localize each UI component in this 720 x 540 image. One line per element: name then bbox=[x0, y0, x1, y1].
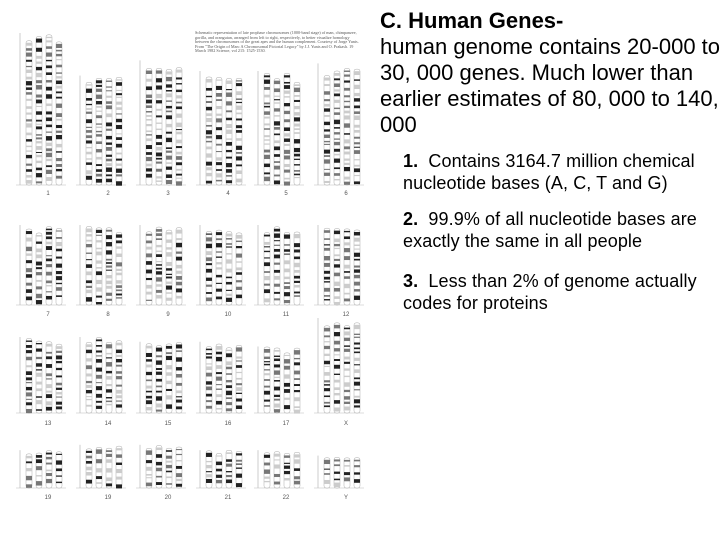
chromosome-group bbox=[76, 445, 126, 501]
chromosome bbox=[166, 344, 172, 413]
chromosome bbox=[26, 339, 32, 413]
chromosome bbox=[206, 231, 212, 305]
heading-title: C. Human Genes- bbox=[380, 8, 564, 33]
chromosome-group bbox=[314, 456, 364, 501]
list-item-3 bbox=[403, 270, 720, 314]
chromosome-label: 15 bbox=[164, 421, 172, 427]
chromosome-group bbox=[76, 337, 126, 427]
item-number: 1. bbox=[403, 151, 419, 171]
chromosome-label: 12 bbox=[342, 312, 350, 318]
item-text: 99.9% of all nucleotide bases are exactly the same in all people bbox=[403, 209, 697, 251]
item-number: 2. bbox=[403, 209, 419, 229]
chromosome-group bbox=[196, 342, 246, 427]
chromosome-group bbox=[76, 76, 126, 197]
heading-body: human genome contains 20-000 to 30, 000 genes. Much lower than earlier estimates of 80, 000 to 140, 000 bbox=[380, 34, 720, 137]
chromosome-group bbox=[76, 225, 126, 318]
slide-text bbox=[380, 8, 720, 314]
chromosome-group bbox=[16, 337, 66, 427]
list-item-1 bbox=[403, 150, 720, 194]
chromosome-label: 13 bbox=[44, 421, 52, 427]
chromosome-group bbox=[16, 33, 66, 197]
chromosome-group bbox=[136, 225, 186, 318]
chromosome-label: 17 bbox=[282, 421, 290, 427]
chromosome-group bbox=[254, 225, 304, 318]
chromosome-label: 5 bbox=[284, 191, 288, 197]
karyotype-figure bbox=[0, 0, 370, 520]
chromosome-group bbox=[314, 225, 364, 318]
heading bbox=[380, 8, 720, 138]
chromosome-group bbox=[196, 450, 246, 501]
list-item-2 bbox=[403, 208, 720, 252]
chromosome-group bbox=[254, 450, 304, 501]
chromosome-label: 10 bbox=[224, 312, 232, 318]
chromosome-label: X bbox=[343, 421, 349, 427]
chromosome-label: Y bbox=[343, 495, 349, 501]
chromosome-label: 14 bbox=[104, 421, 112, 427]
chromosome bbox=[156, 446, 162, 488]
chromosome-group bbox=[16, 225, 66, 318]
chromosome-label: 6 bbox=[344, 191, 348, 197]
chromosome bbox=[116, 446, 122, 488]
chromosome-group bbox=[136, 445, 186, 501]
chromosome-label: 8 bbox=[106, 312, 110, 318]
figure-caption: Schematic representation of late prophase chromosomes (1000-band stage) of man, chimpanzee, gorilla, and orangutan, arranged from left to right, respectively, to better visualize homology between the chromosomes of the great apes and the human complement. Courtesy of Jorge Yunis. From "The Origin of Man: A Chromosomal Pictorial Legacy" by J.J. Yunis and O. Prakash. 19 March 1982 Science, vol 215: 1525-1530. bbox=[195, 30, 359, 54]
chromosome-group bbox=[136, 60, 186, 197]
chromosome-label: 1 bbox=[46, 191, 50, 197]
item-number: 3. bbox=[403, 271, 419, 291]
chromosome-group bbox=[196, 225, 246, 318]
chromosome-label: 3 bbox=[166, 191, 170, 197]
chromosome-label: 21 bbox=[224, 495, 232, 501]
chromosome-label: 19 bbox=[44, 495, 52, 501]
chromosome-group bbox=[196, 71, 246, 197]
chromosome bbox=[294, 348, 300, 413]
chromosome-group bbox=[16, 450, 66, 501]
chromosome-group bbox=[314, 63, 364, 197]
chromosome-group bbox=[314, 318, 364, 427]
chromosome-label: 20 bbox=[164, 495, 172, 501]
chromosome-label: 11 bbox=[282, 312, 290, 318]
chromosome-label: 2 bbox=[106, 191, 110, 197]
chromosome bbox=[46, 35, 52, 185]
chromosome-label: 16 bbox=[224, 421, 232, 427]
chromosome bbox=[96, 228, 102, 305]
chromosome-label: 9 bbox=[166, 312, 170, 318]
chromosome bbox=[146, 69, 152, 185]
chromosome-group bbox=[254, 71, 304, 197]
item-text: Contains 3164.7 million chemical nucleotide bases (A, C, T and G) bbox=[403, 151, 695, 193]
chromosome bbox=[86, 82, 92, 185]
chromosome bbox=[236, 451, 242, 488]
chromosome-label: 4 bbox=[226, 191, 230, 197]
chromosome-group bbox=[254, 347, 304, 428]
chromosome-label: 22 bbox=[282, 495, 290, 501]
chromosome-label: 19 bbox=[104, 495, 112, 501]
chromosome-label: 7 bbox=[46, 312, 50, 318]
chromosome bbox=[294, 232, 300, 305]
item-text: Less than 2% of genome actually codes for proteins bbox=[403, 271, 697, 313]
chromosome-group bbox=[136, 342, 186, 427]
chromosome bbox=[284, 453, 290, 488]
chromosome bbox=[324, 326, 330, 413]
